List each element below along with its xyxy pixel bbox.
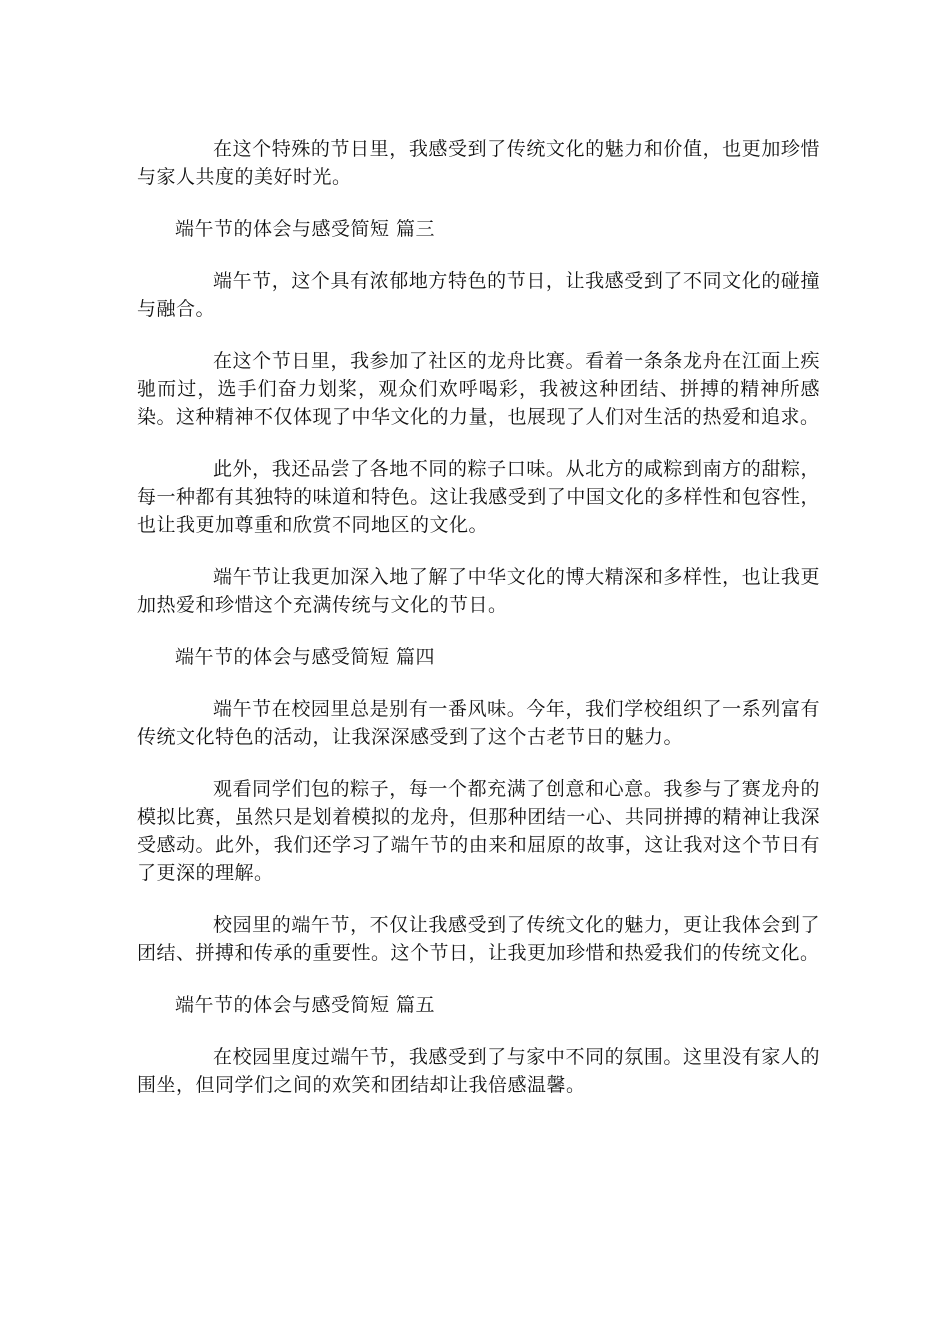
paragraph: 在这个特殊的节日里，我感受到了传统文化的魅力和价值，也更加珍惜与家人共度的美好时光。	[137, 138, 820, 188]
paragraph: 此外，我还品尝了各地不同的粽子口味。从北方的咸粽到南方的甜粽，每一种都有其独特的味道和特色。这让我感受到了中国文化的多样性和包容性，也让我更加尊重和欣赏不同地区的文化。	[137, 458, 820, 536]
section-heading: 端午节的体会与感受简短 篇三	[175, 218, 436, 240]
paragraph: 端午节，这个具有浓郁地方特色的节日，让我感受到了不同文化的碰撞与融合。	[137, 270, 820, 320]
paragraph: 在这个节日里，我参加了社区的龙舟比赛。看着一条条龙舟在江面上疾驰而过，选手们奋力划桨，观众们欢呼喝彩，我被这种团结、拼搏的精神所感染。这种精神不仅体现了中华文化的力量，也展现了人们对生活的热爱和追求。	[137, 350, 820, 428]
paragraph: 端午节在校园里总是别有一番风味。今年，我们学校组织了一系列富有传统文化特色的活动，让我深深感受到了这个古老节日的魅力。	[137, 698, 820, 748]
paragraph: 在校园里度过端午节，我感受到了与家中不同的氛围。这里没有家人的围坐，但同学们之间的欢笑和团结却让我倍感温馨。	[137, 1046, 820, 1096]
paragraph: 观看同学们包的粽子，每一个都充满了创意和心意。我参与了赛龙舟的模拟比赛，虽然只是划着模拟的龙舟，但那种团结一心、共同拼搏的精神让我深受感动。此外，我们还学习了端午节的由来和屈原的故事，这让我对这个节日有了更深的理解。	[137, 778, 820, 884]
section-heading: 端午节的体会与感受简短 篇五	[175, 994, 436, 1016]
document-body	[137, 135, 820, 1123]
section-heading: 端午节的体会与感受简短 篇四	[175, 646, 436, 668]
paragraph: 校园里的端午节，不仅让我感受到了传统文化的魅力，更让我体会到了团结、拼搏和传承的重要性。这个节日，让我更加珍惜和热爱我们的传统文化。	[137, 914, 820, 964]
paragraph: 端午节让我更加深入地了解了中华文化的博大精深和多样性，也让我更加热爱和珍惜这个充满传统与文化的节日。	[137, 566, 820, 616]
